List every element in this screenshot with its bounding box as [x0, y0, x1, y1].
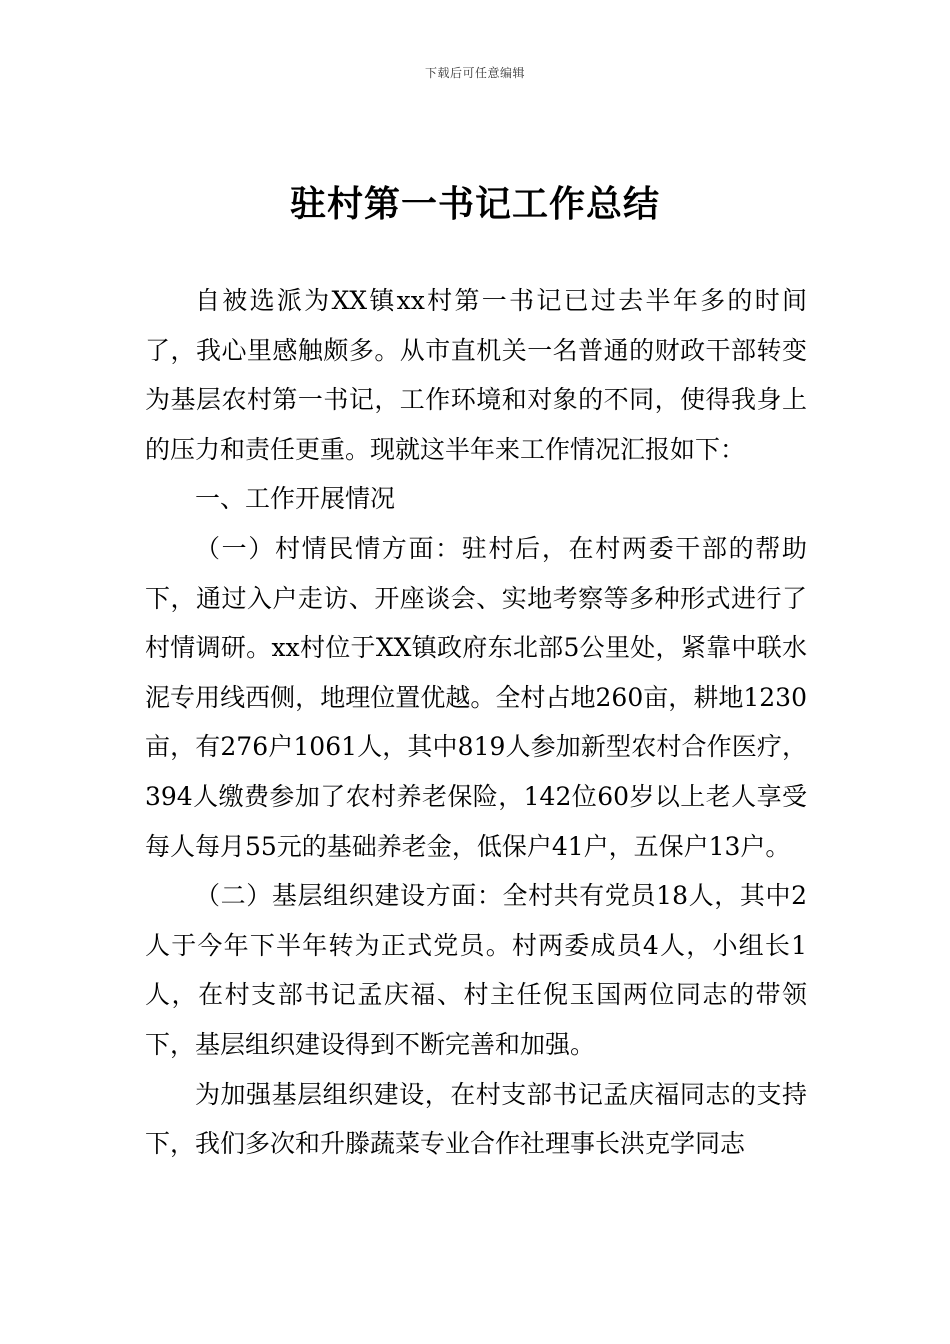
- organization-paragraph: （二）基层组织建设方面：全村共有党员18人，其中2人于今年下半年转为正式党员。村两委成员4人，小组长1人，在村支部书记孟庆福、村主任倪玉国两位同志的带领下，基层组织建设得到不断完善和加强。: [145, 881, 807, 1059]
- section-heading: 一、工作开展情况: [195, 484, 396, 514]
- header-note: 下载后可任意编辑: [424, 66, 525, 80]
- intro-paragraph: 自被选派为XX镇xx村第一书记已过去半年多的时间了，我心里感触颇多。从市直机关一名普通的财政干部转变为基层农村第一书记，工作环境和对象的不同，使得我身上的压力和责任更重。现就这半年来工作情况汇报如下：: [145, 286, 807, 464]
- document-body: [145, 276, 807, 1169]
- document-title: 驻村第一书记工作总结: [289, 183, 660, 225]
- organization-support-paragraph: 为加强基层组织建设，在村支部书记孟庆福同志的支持下，我们多次和升滕蔬菜专业合作社理事长洪克学同志: [145, 1079, 807, 1159]
- village-situation-paragraph: （一）村情民情方面：驻村后，在村两委干部的帮助下，通过入户走访、开座谈会、实地考察等多种形式进行了村情调研。xx村位于XX镇政府东北部5公里处，紧靠中联水泥专用线西侧，地理位置优越。全村占地260亩，耕地1230亩，有276户1061人，其中819人参加新型农村合作医疗，394人缴费参加了农村养老保险，142位60岁以上老人享受每人每月55元的基础养老金，低保户41户，五保户13户。: [145, 533, 807, 861]
